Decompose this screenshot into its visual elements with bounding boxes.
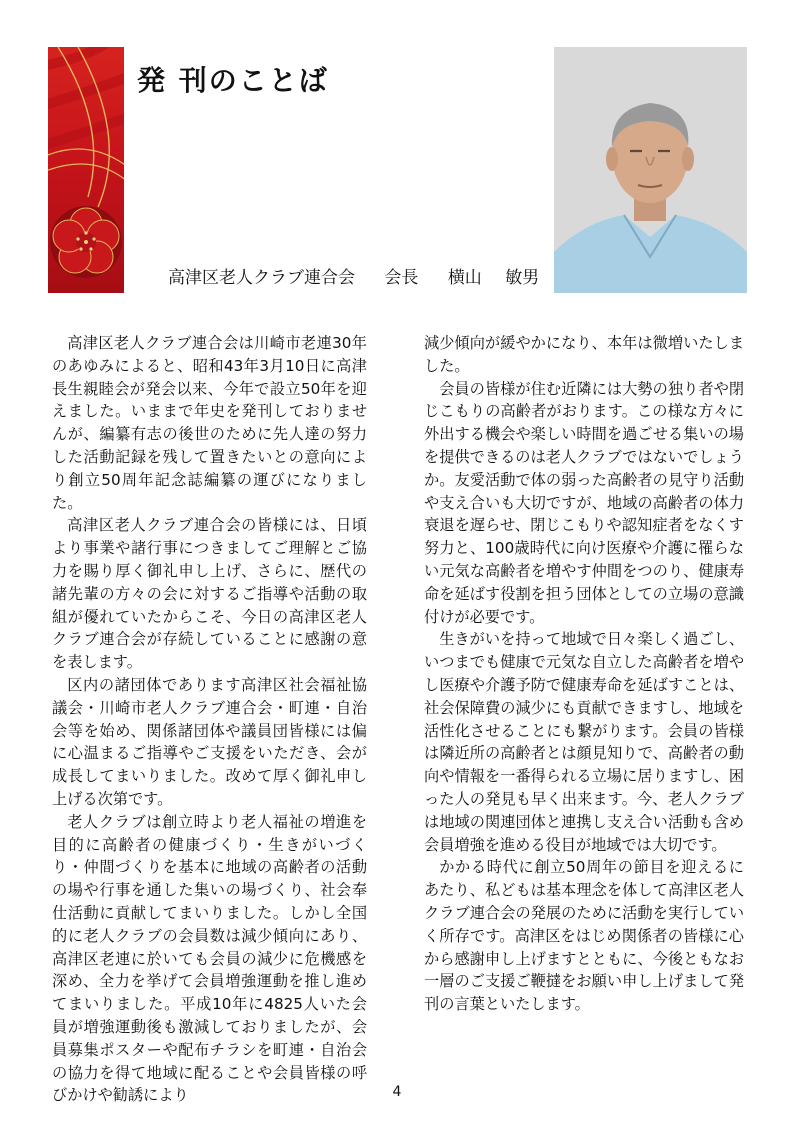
plum-blossom-pattern bbox=[48, 47, 124, 293]
author-given-name: 敏男 bbox=[505, 268, 540, 288]
paragraph: 会員の皆様が住む近隣には大勢の独り者や閉じこもりの高齢者がおります。この様な方々に外出する機会や楽しい時間を過ごせる集いの場を提供できるのは老人クラブではないでしょうか。友愛活動で体の弱った高齢者の見守り活動や支え合いも大切ですが、地域の高齢者の体力衰退を遅らせ、閉じこもりや認知症者をなくす努力と、100歳時代に向け医療や介護に罹らない元気な高齢者を増やす仲間をつのり、健康寿命を延ばす役割を担う団体としての立場の意識付けが必要です。 bbox=[424, 379, 744, 626]
author-family-name: 横山 bbox=[447, 268, 482, 288]
page-number: 4 bbox=[392, 1084, 402, 1100]
page-title: 発 刊のことば bbox=[137, 64, 329, 97]
body-column-left bbox=[52, 332, 367, 1107]
paragraph: 生きがいを持って地域で日々楽しく過ごし、いつまでも健康で元気な自立した高齢者を増やし医療や介護予防で健康寿命を延ばすことは、社会保障費の減少にも貢献できますし、地域を活性化させることにも繋がります。会員の皆様は隣近所の高齢者とは顔見知りで、高齢者の動向や情報を一番得られる立場に居りますし、困った人の発見も早く出来ます。今、老人クラブは地域の関連団体と連携し支え合い活動も含め会員増強を進める役目が地域では大切です。 bbox=[424, 630, 744, 854]
paragraph: 高津区老人クラブ連合会の皆様には、日頃より事業や諸行事につきましてご理解とご協力を賜り厚く御礼申し上げ、さらに、歴代の諸先輩の方々の会に対するご指導や活動の取組が優れていたからこそ、今日の高津区老人クラブ連合会が存続していることに感謝の意を表します。 bbox=[52, 516, 367, 672]
paragraph: 区内の諸団体であります高津区社会福祉協議会・川崎市老人クラブ連合会・町連・自治会等を始め、関係諸団体や議員団皆様には偏に心温まるご指導やご支援をいただき、会が成長してまいりました。改めて厚く御礼申し上げる次第です。 bbox=[52, 675, 367, 808]
body-column-right bbox=[424, 332, 744, 1016]
paragraph: 高津区老人クラブ連合会は川崎市老連30年のあゆみによると、昭和43年3月10日に高津長生親睦会が発会以来、今年で設立50年を迎えました。いままで年史を発刊しておりませんが、編纂有志の後世のために先人達の努力した活動記録を残して置きたいとの意向により創立50周年記念誌編纂の運びになりました。 bbox=[52, 334, 367, 512]
author-organization: 高津区老人クラブ連合会 bbox=[168, 268, 355, 288]
portrait-image bbox=[554, 47, 747, 293]
author-line bbox=[168, 266, 539, 290]
paragraph: 老人クラブは創立時より老人福祉の増進を目的に高齢者の健康づくり・生きがいづくり・仲間づくりを基本に地域の高齢者の活動の場や行事を通した集いの場づくり、社会奉仕活動に貢献してまいりました。しかし全国的に老人クラブの会員数は減少傾向にあり、高津区老連に於いても会員の減少に危機感を深め、全力を挙げて会員増強運動を推し進めてまいりました。平成10年に4825人いた会員が増強運動後も激減しておりましたが、会員募集ポスターや配布チラシを町連・自治会の協力を得て地域に配ることや会員皆様の呼びかけや勧誘により bbox=[52, 812, 367, 1105]
author-portrait bbox=[554, 47, 747, 293]
author-role: 会長 bbox=[384, 268, 419, 288]
decorative-plum-panel bbox=[48, 47, 124, 293]
paragraph-continued: 減少傾向が緩やかになり、本年は微増いたしました。 bbox=[424, 334, 744, 375]
paragraph: かかる時代に創立50周年の節目を迎えるにあたり、私どもは基本理念を体して高津区老人クラブ連合会の発展のために活動を実行していく所存です。高津区をはじめ関係者の皆様に心から感謝申し上げますとともに、今後ともなお一層のご支援ご鞭撻をお願い申し上げまして発刊の言葉といたします。 bbox=[424, 858, 744, 1014]
